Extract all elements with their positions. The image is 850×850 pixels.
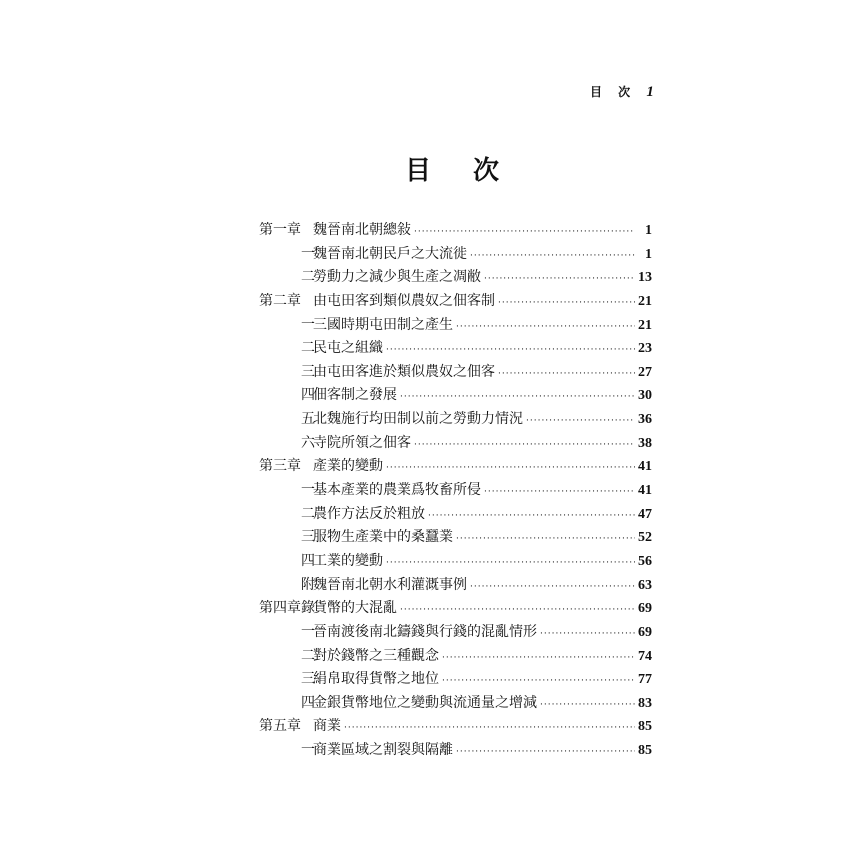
entry-number: 第五章 bbox=[259, 718, 301, 735]
entry-page: 1 bbox=[645, 246, 652, 262]
entry-title: 三國時期屯田制之產生 bbox=[313, 316, 453, 333]
page-title-right: 次 bbox=[473, 156, 500, 186]
toc-section-entry bbox=[259, 361, 652, 385]
toc-section-entry bbox=[259, 645, 652, 669]
entry-title: 服物生產業中的桑蠶業 bbox=[313, 529, 453, 546]
entry-number: 第一章 bbox=[259, 222, 301, 238]
entry-page: 27 bbox=[638, 364, 652, 380]
table-of-contents bbox=[259, 219, 652, 763]
entry-number: 二 bbox=[301, 269, 315, 286]
dot-leader bbox=[442, 670, 635, 694]
dot-leader bbox=[526, 410, 635, 434]
entry-number: 五 bbox=[301, 411, 315, 428]
toc-section-entry bbox=[259, 692, 652, 716]
dot-leader bbox=[414, 434, 635, 458]
toc-section-entry bbox=[259, 503, 652, 527]
entry-page: 21 bbox=[638, 317, 652, 333]
toc-chapter-entry bbox=[259, 597, 652, 621]
entry-title: 寺院所領之佃客 bbox=[313, 434, 411, 451]
dot-leader bbox=[470, 576, 635, 600]
entry-number: 附錄 bbox=[301, 576, 315, 617]
entry-title: 產業的變動 bbox=[313, 458, 383, 475]
page-number: 1 bbox=[646, 84, 654, 100]
toc-section-entry bbox=[259, 668, 652, 692]
dot-leader bbox=[400, 386, 635, 410]
dot-leader bbox=[456, 528, 635, 552]
toc-section-entry bbox=[259, 384, 652, 408]
entry-number: 第三章 bbox=[259, 458, 301, 475]
entry-number: 四 bbox=[301, 552, 315, 569]
entry-page: 41 bbox=[638, 483, 652, 499]
toc-section-entry bbox=[259, 621, 652, 645]
dot-leader bbox=[456, 741, 635, 765]
entry-number: 三 bbox=[301, 529, 315, 546]
entry-page: 77 bbox=[638, 672, 652, 688]
entry-number: 三 bbox=[301, 363, 315, 380]
dot-leader bbox=[484, 268, 635, 292]
toc-section-entry bbox=[259, 550, 652, 574]
page-title bbox=[405, 150, 499, 187]
entry-title: 由屯田客進於類似農奴之佃客 bbox=[313, 363, 495, 380]
toc-section-entry bbox=[259, 243, 652, 267]
entry-title: 佃客制之發展 bbox=[313, 387, 397, 404]
dot-leader bbox=[386, 552, 635, 576]
dot-leader bbox=[442, 647, 635, 671]
toc-section-entry bbox=[259, 337, 652, 361]
entry-page: 52 bbox=[638, 530, 652, 546]
entry-number: 第四章 bbox=[259, 600, 301, 617]
entry-number: 一 bbox=[301, 742, 315, 759]
toc-section-entry bbox=[259, 479, 652, 503]
toc-chapter-entry bbox=[259, 455, 652, 479]
dot-leader bbox=[400, 599, 635, 623]
page-title-left: 目 bbox=[405, 156, 432, 186]
dot-leader bbox=[344, 717, 635, 741]
entry-number: 一 bbox=[301, 245, 315, 262]
entry-number: 二 bbox=[301, 647, 315, 664]
entry-page: 63 bbox=[638, 577, 652, 593]
entry-number: 一 bbox=[301, 482, 315, 499]
entry-title: 絹帛取得貨幣之地位 bbox=[313, 671, 439, 688]
entry-page: 69 bbox=[638, 601, 652, 617]
entry-number: 一 bbox=[301, 623, 315, 640]
entry-title: 魏晉南北朝總敍 bbox=[313, 222, 411, 238]
entry-title: 由屯田客到類似農奴之佃客制 bbox=[313, 292, 495, 309]
entry-page: 74 bbox=[638, 648, 652, 664]
entry-page: 30 bbox=[638, 388, 652, 404]
toc-section-entry bbox=[259, 408, 652, 432]
entry-title: 北魏施行均田制以前之勞動力情況 bbox=[313, 411, 523, 428]
entry-title: 對於錢幣之三種觀念 bbox=[313, 647, 439, 664]
entry-title: 貨幣的大混亂 bbox=[313, 600, 397, 617]
dot-leader bbox=[498, 292, 635, 316]
toc-section-entry bbox=[259, 266, 652, 290]
entry-title: 商業區域之割裂與隔離 bbox=[313, 742, 453, 759]
dot-leader bbox=[470, 245, 635, 269]
entry-page: 41 bbox=[638, 459, 652, 475]
entry-title: 魏晉南北朝水利灌溉事例 bbox=[313, 576, 467, 593]
dot-leader bbox=[456, 316, 635, 340]
entry-title: 金銀貨幣地位之變動與流通量之增減 bbox=[313, 694, 537, 711]
dot-leader bbox=[540, 694, 635, 718]
entry-number: 二 bbox=[301, 340, 315, 357]
toc-section-entry bbox=[259, 432, 652, 456]
entry-title: 農作方法反於粗放 bbox=[313, 505, 425, 522]
entry-page: 1 bbox=[645, 223, 652, 238]
entry-number: 三 bbox=[301, 671, 315, 688]
entry-number: 六 bbox=[301, 434, 315, 451]
entry-title: 魏晉南北朝民戶之大流徙 bbox=[313, 245, 467, 262]
entry-page: 38 bbox=[638, 435, 652, 451]
dot-leader bbox=[428, 505, 635, 529]
toc-chapter-entry bbox=[259, 290, 652, 314]
toc-chapter-entry bbox=[259, 715, 652, 739]
entry-page: 23 bbox=[638, 341, 652, 357]
entry-page: 85 bbox=[638, 743, 652, 759]
entry-title: 商業 bbox=[313, 718, 341, 735]
entry-page: 85 bbox=[638, 719, 652, 735]
entry-number: 二 bbox=[301, 505, 315, 522]
toc-section-entry bbox=[259, 526, 652, 550]
entry-title: 基本產業的農業爲牧畜所侵 bbox=[313, 482, 481, 499]
running-head bbox=[590, 83, 654, 101]
entry-page: 13 bbox=[638, 270, 652, 286]
entry-page: 36 bbox=[638, 412, 652, 428]
entry-title: 晉南渡後南北鑄錢與行錢的混亂情形 bbox=[313, 623, 537, 640]
entry-number: 一 bbox=[301, 316, 315, 333]
dot-leader bbox=[386, 339, 635, 363]
dot-leader bbox=[386, 457, 635, 481]
dot-leader bbox=[484, 481, 635, 505]
dot-leader bbox=[498, 363, 635, 387]
entry-number: 第二章 bbox=[259, 292, 301, 309]
running-head-label: 目 次 bbox=[590, 85, 637, 99]
entry-number: 四 bbox=[301, 694, 315, 711]
toc-chapter-entry bbox=[259, 219, 652, 243]
entry-number: 四 bbox=[301, 387, 315, 404]
entry-page: 83 bbox=[638, 695, 652, 711]
entry-page: 69 bbox=[638, 624, 652, 640]
entry-page: 21 bbox=[638, 293, 652, 309]
entry-title: 工業的變動 bbox=[313, 552, 383, 569]
entry-title: 勞動力之減少與生產之凋敝 bbox=[313, 269, 481, 286]
toc-section-entry bbox=[259, 739, 652, 763]
entry-page: 56 bbox=[638, 553, 652, 569]
dot-leader bbox=[414, 221, 635, 245]
toc-section-entry bbox=[259, 314, 652, 338]
dot-leader bbox=[540, 623, 635, 647]
entry-title: 民屯之組織 bbox=[313, 340, 383, 357]
entry-page: 47 bbox=[638, 506, 652, 522]
